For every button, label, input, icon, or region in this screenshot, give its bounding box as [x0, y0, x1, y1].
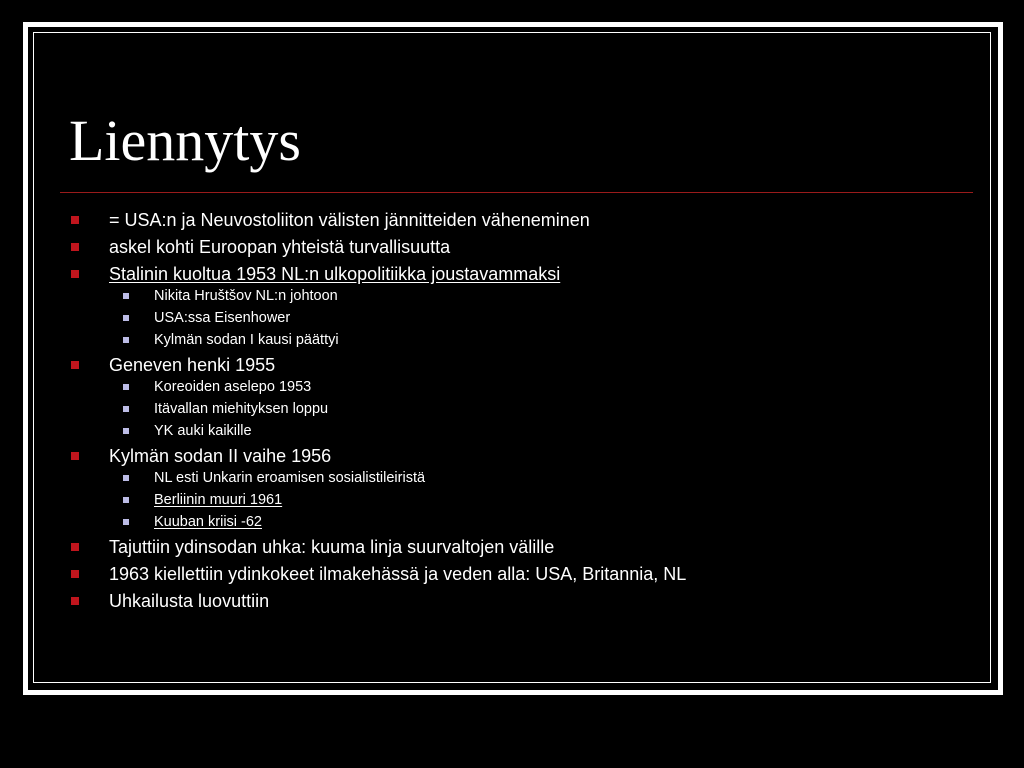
sub-bullet-item — [0, 423, 1000, 439]
bullet-text: Kylmän sodan I kausi päättyi — [154, 332, 339, 348]
small-square-bullet-icon — [123, 315, 129, 321]
sub-bullet-item — [0, 379, 1000, 395]
bullet-text: Uhkailusta luovuttiin — [109, 591, 270, 611]
bullet-item — [0, 210, 1000, 230]
small-square-bullet-icon — [123, 337, 129, 343]
bullet-item — [0, 564, 1000, 584]
square-bullet-icon — [71, 543, 79, 551]
square-bullet-icon — [71, 597, 79, 605]
small-square-bullet-icon — [123, 475, 129, 481]
square-bullet-icon — [71, 243, 79, 251]
slide-title: Liennytys — [69, 108, 301, 173]
small-square-bullet-icon — [123, 384, 129, 390]
square-bullet-icon — [71, 270, 79, 278]
bullet-text: = USA:n ja Neuvostoliiton välisten jännitteiden väheneminen — [109, 210, 590, 230]
bullet-link[interactable]: Berliinin muuri 1961 — [154, 492, 283, 508]
bullet-item — [0, 355, 1000, 375]
sub-bullet-item — [0, 310, 1000, 326]
sub-bullet-item — [0, 470, 1000, 486]
small-square-bullet-icon — [123, 406, 129, 412]
bullet-item — [0, 446, 1000, 466]
square-bullet-icon — [71, 216, 79, 224]
bullet-link[interactable]: Stalinin kuoltua 1953 NL:n ulkopolitiikka joustavammaksi — [109, 264, 561, 284]
square-bullet-icon — [71, 361, 79, 369]
bullet-text: Itävallan miehityksen loppu — [154, 401, 329, 417]
bullet-text: USA:ssa Eisenhower — [154, 310, 291, 326]
square-bullet-icon — [71, 570, 79, 578]
bullet-text: Nikita Hruštšov NL:n johtoon — [154, 288, 338, 304]
bullet-item — [0, 237, 1000, 257]
bullet-text: NL esti Unkarin eroamisen sosialistileiristä — [154, 470, 426, 486]
sub-bullet-item — [0, 332, 1000, 348]
bullet-text: askel kohti Euroopan yhteistä turvallisuutta — [109, 237, 451, 257]
small-square-bullet-icon — [123, 519, 129, 525]
bullet-link[interactable]: Kuuban kriisi -62 — [154, 514, 262, 530]
bullet-item — [0, 537, 1000, 557]
square-bullet-icon — [71, 452, 79, 460]
bullet-item — [0, 591, 1000, 611]
small-square-bullet-icon — [123, 293, 129, 299]
bullet-text: 1963 kiellettiin ydinkokeet ilmakehässä ja veden alla: USA, Britannia, NL — [109, 564, 687, 584]
small-square-bullet-icon — [123, 497, 129, 503]
title-divider — [60, 192, 973, 193]
bullet-text: Koreoiden aselepo 1953 — [154, 379, 312, 395]
sub-bullet-item — [0, 401, 1000, 417]
bullet-text: Tajuttiin ydinsodan uhka: kuuma linja suurvaltojen välille — [109, 537, 555, 557]
sub-bullet-item — [0, 288, 1000, 304]
bullet-text: Kylmän sodan II vaihe 1956 — [109, 446, 332, 466]
sub-bullet-item[interactable] — [0, 492, 1000, 508]
bullet-text: Geneven henki 1955 — [109, 355, 276, 375]
bullet-item[interactable] — [0, 264, 1000, 284]
sub-bullet-item[interactable] — [0, 514, 1000, 530]
bullet-text: YK auki kaikille — [154, 423, 252, 439]
bullet-list — [0, 206, 1000, 611]
small-square-bullet-icon — [123, 428, 129, 434]
